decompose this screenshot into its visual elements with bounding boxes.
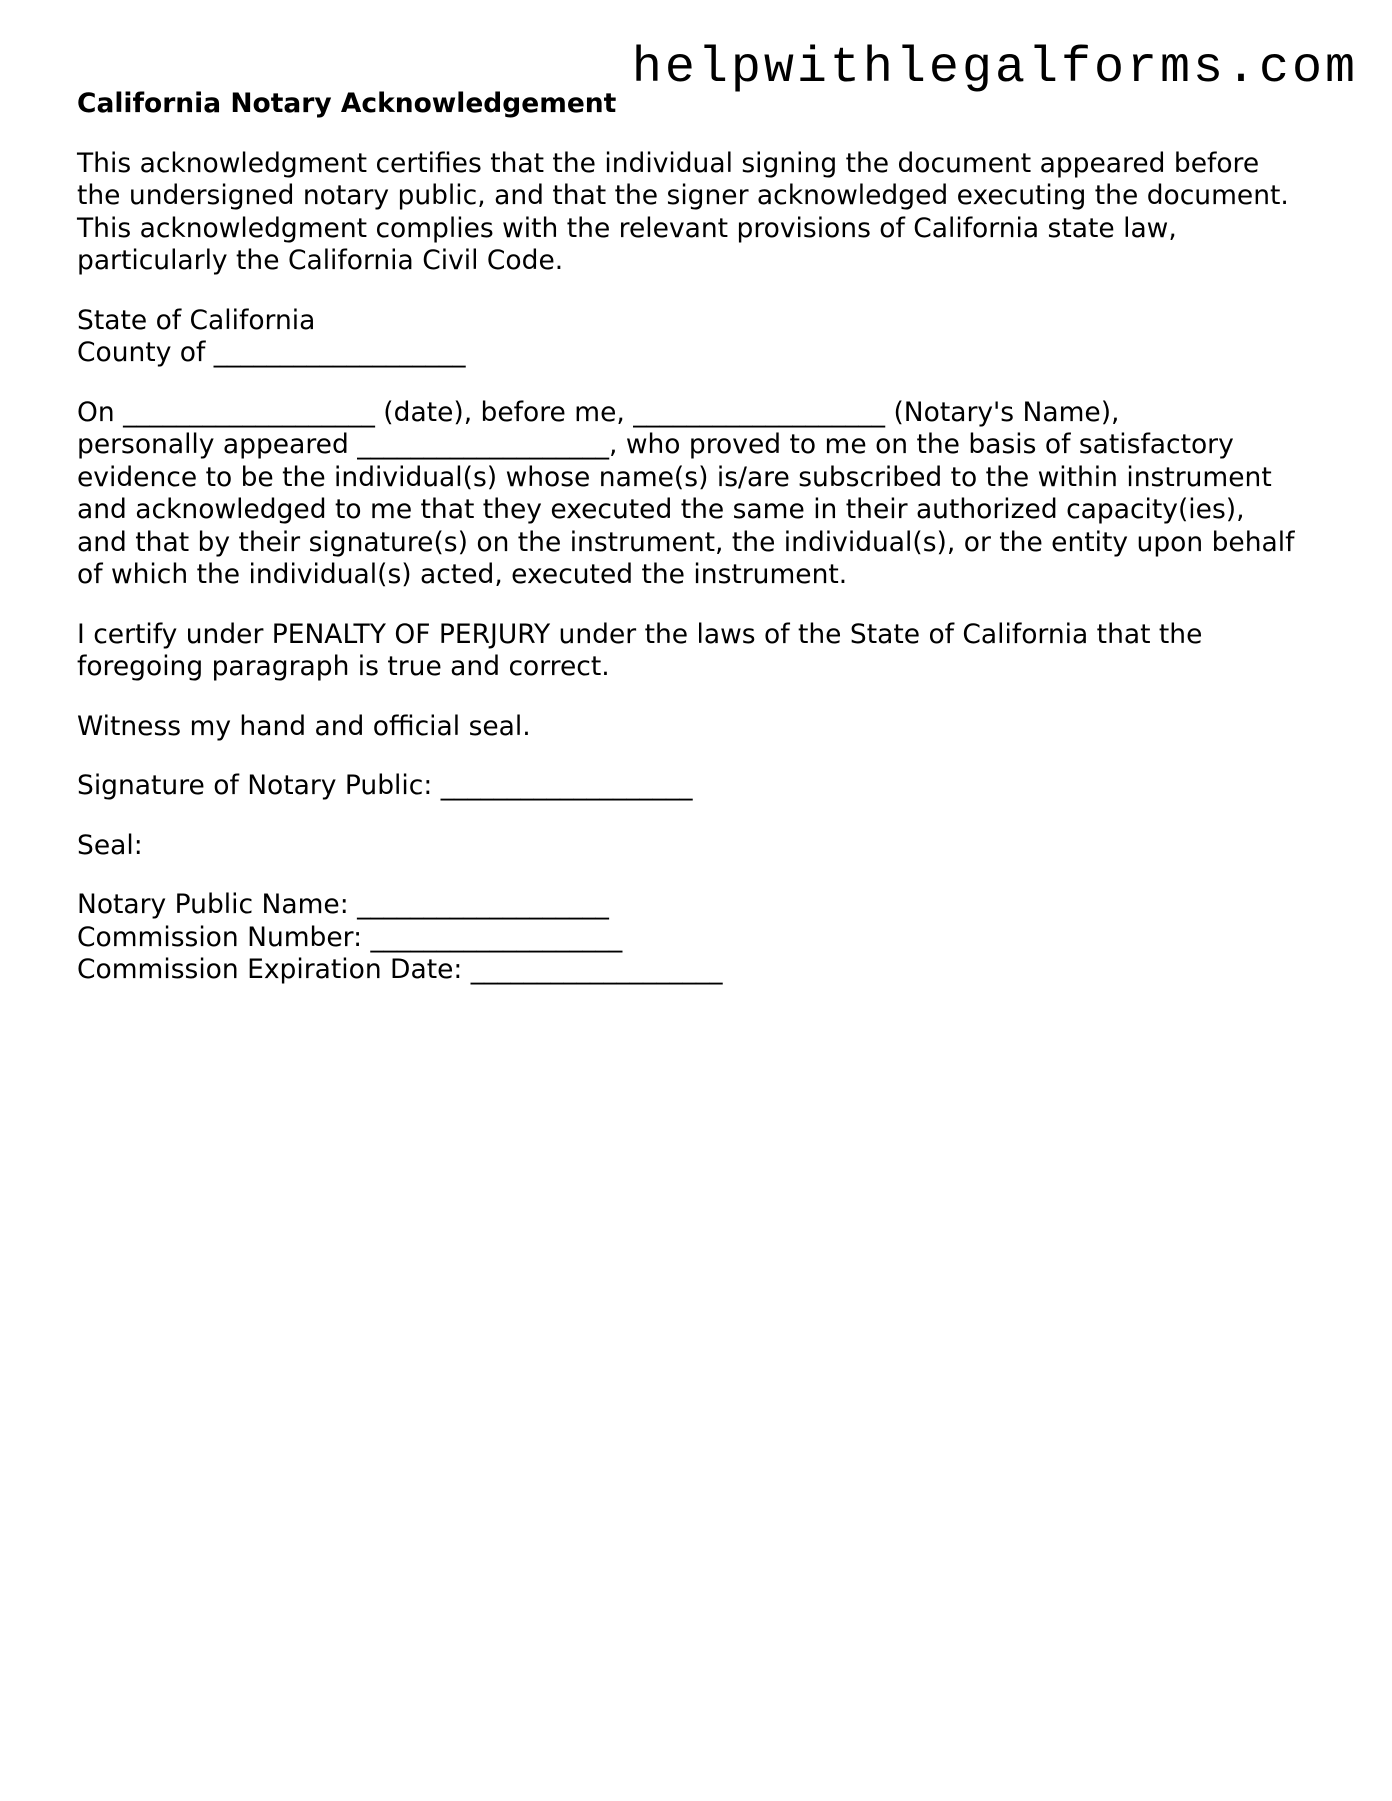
county-label: County of — [77, 337, 206, 368]
witness-line: Witness my hand and official seal. — [77, 710, 531, 742]
document-title: California Notary Acknowledgement — [77, 88, 617, 119]
date-before-me-text: (date), before me, — [383, 396, 625, 428]
commission-expiration-label: Commission Expiration Date: — [77, 954, 463, 985]
signature-line — [77, 770, 1327, 803]
notary-info-block — [77, 889, 1327, 987]
acknowledgment-paragraph — [77, 397, 1327, 592]
notary-name-blank: ___________________ — [357, 889, 609, 920]
intro-line: the undersigned notary public, and that the signer acknowledged executing the document. — [77, 180, 1289, 211]
date-notary-line — [77, 397, 1327, 430]
commission-number-line — [77, 922, 1327, 955]
appeared-label: personally appeared — [77, 429, 349, 460]
state-line: State of California — [77, 304, 316, 336]
appeared-line — [77, 429, 1327, 462]
intro-paragraph — [77, 148, 1327, 278]
notary-name-line — [77, 889, 1327, 922]
notary-document — [77, 88, 1327, 1014]
acknowledgment-line: and that by their signature(s) on the instrument, the individual(s), or the entity upon behalf — [77, 526, 1295, 558]
notary-name-hint: (Notary's Name), — [893, 396, 1120, 428]
seal-label: Seal: — [77, 829, 143, 861]
notary-name-blank-inline: ___________________ — [633, 396, 885, 428]
notary-name-label: Notary Public Name: — [77, 889, 349, 920]
county-line — [77, 337, 1327, 370]
acknowledgment-line: evidence to be the individual(s) whose name(s) is/are subscribed to the within instrument — [77, 461, 1272, 493]
on-label: On — [77, 396, 115, 428]
venue-block — [77, 305, 1327, 370]
appeared-suffix: , who proved to me on the basis of satisfactory — [608, 429, 1234, 460]
site-watermark: helpwithlegalforms.com — [631, 40, 1358, 97]
commission-expiration-blank: ___________________ — [470, 954, 723, 985]
commission-number-label: Commission Number: — [77, 921, 363, 953]
intro-line: This acknowledgment certifies that the individual signing the document appeared before — [77, 147, 1260, 179]
intro-line: particularly the California Civil Code. — [77, 245, 564, 276]
certify-paragraph — [77, 619, 1327, 684]
certify-line: foregoing paragraph is true and correct. — [77, 651, 610, 682]
acknowledgment-line: of which the individual(s) acted, executed the instrument. — [77, 559, 848, 590]
intro-line: This acknowledgment complies with the relevant provisions of California state law, — [77, 212, 1177, 244]
certify-line: I certify under PENALTY OF PERJURY under the laws of the State of California that the — [77, 618, 1203, 650]
signature-label: Signature of Notary Public: — [77, 770, 433, 801]
commission-number-blank: ___________________ — [370, 921, 623, 953]
commission-expiration-line — [77, 954, 1327, 987]
date-blank: ___________________ — [123, 396, 375, 428]
signer-name-blank: ___________________ — [357, 429, 609, 460]
signature-blank: ___________________ — [440, 770, 693, 801]
county-blank: ___________________ — [213, 337, 466, 368]
acknowledgment-line: and acknowledged to me that they executed the same in their authorized capacity(ies), — [77, 494, 1245, 525]
